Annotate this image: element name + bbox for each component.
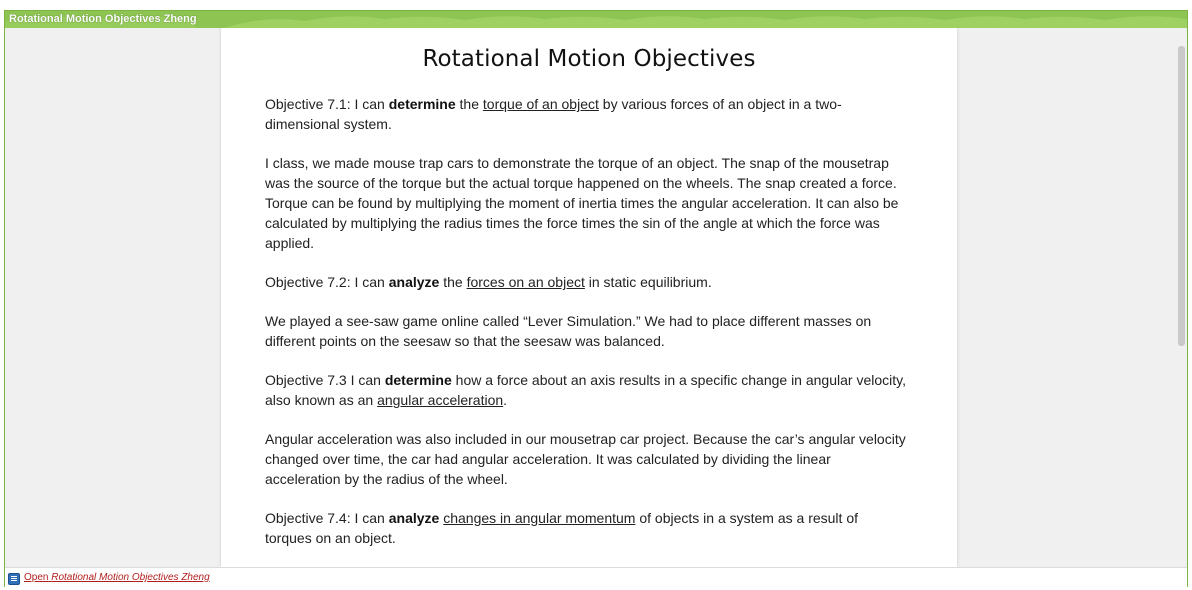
document-page [221,28,957,567]
text: by various forces of an object in a two-dimensional system. [265,96,842,132]
document-icon [8,573,20,585]
underlined-term: torque of an object [482,96,599,112]
text: how a force about an axis results in a specific change in angular velocity, also known as an [265,372,906,408]
underlined-term: changes in angular momentum [443,510,636,526]
objective-7-3 [265,370,907,410]
page-title: Rotational Motion Objectives [422,46,756,72]
text: . [503,392,508,408]
text: Objective 7.1: I can [265,96,389,112]
text: Objective 7.2: I can [265,274,389,290]
text: of objects in a system as a result of torques on an object. [265,510,858,546]
text: the [455,96,483,112]
scroll-thumb[interactable] [1178,46,1185,346]
text: the [439,274,467,290]
window-title: Rotational Motion Objectives Zheng [9,13,197,25]
underlined-term: angular acceleration [377,392,504,408]
paragraph-lever-simulation: We played a see-saw game online called “Lever Simulation.” We had to place different masses on different points on the seesaw so that the seesaw was balanced. [265,313,872,349]
title-bar [5,11,1187,28]
vertical-scrollbar[interactable] [1175,28,1187,567]
objective-7-2 [265,272,907,292]
text: Objective 7.4: I can [265,510,389,526]
open-document-link[interactable] [24,572,210,583]
paragraph-angular-acceleration: Angular acceleration was also included in our mousetrap car project. Because the car’s angular velocity changed over time, the car had angular acceleration. It was calculated by dividing the linear acceleration by the radius of the wheel. [265,431,906,487]
objective-7-1 [265,94,907,134]
embedded-doc-frame [4,10,1188,587]
document-name[interactable]: Rotational Motion Objectives Zheng [51,572,210,583]
bold-verb: analyze [388,274,440,290]
bold-verb: determine [384,372,452,388]
open-label[interactable]: Open [24,572,49,583]
objective-7-4 [265,508,907,548]
paragraph-mousetrap-torque: I class, we made mouse trap cars to demonstrate the torque of an object. The snap of the mousetrap was the source of the torque but the actual torque happened on the wheels. The snap created a force. Torque can be found by multiplying the moment of inertia times the angular acceleration. It can also be calculated by multiplying the radius times the force times the sin of the angle at which the force was applied. [265,155,899,251]
document-viewport[interactable] [5,28,1187,567]
text: in static equilibrium. [584,274,712,290]
bold-verb: determine [388,96,456,112]
bold-verb: analyze [388,510,440,526]
footer-bar [5,567,1187,587]
underlined-term: forces on an object [466,274,585,290]
text: Objective 7.3 I can [265,372,385,388]
